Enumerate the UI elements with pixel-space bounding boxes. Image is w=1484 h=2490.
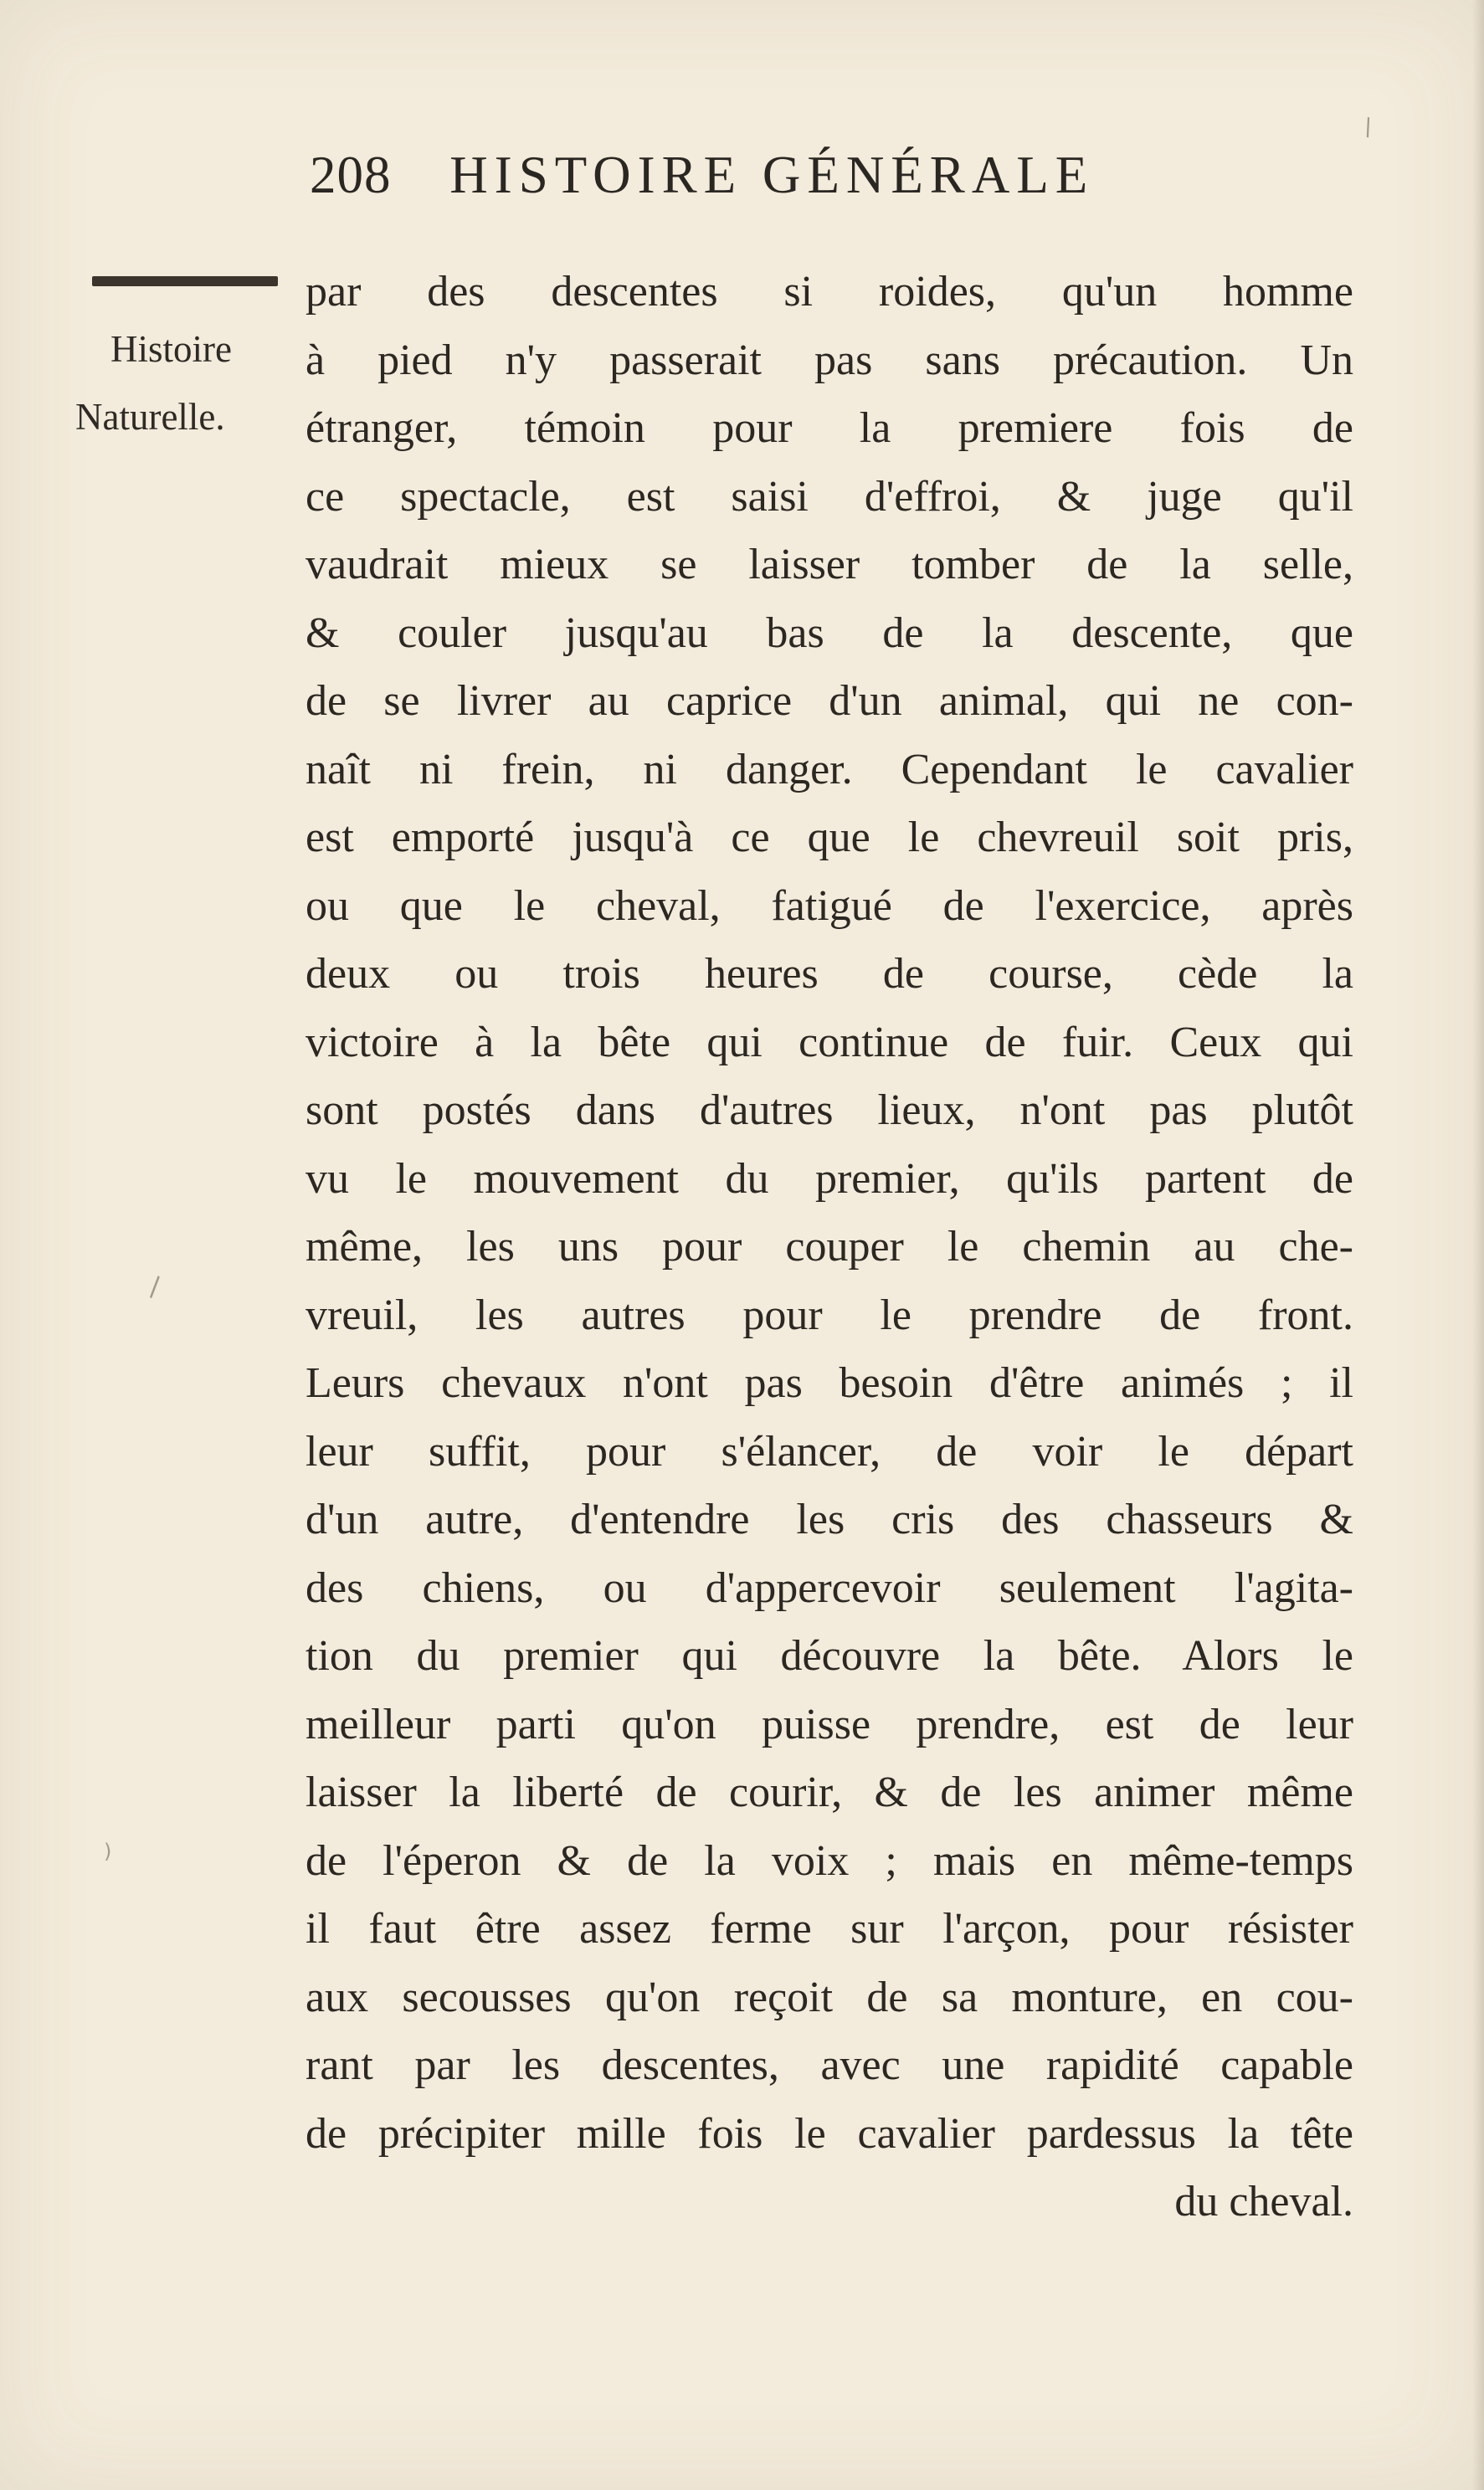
running-title: HISTOIRE GÉNÉRALE <box>449 146 1095 204</box>
text-line: étranger, témoin pour la premiere fois de <box>306 404 1353 452</box>
text-line: deux ou trois heures de course, cède la <box>306 950 1353 998</box>
text-line: leur suffit, pour s'élancer, de voir le départ <box>306 1427 1353 1476</box>
text-line: de se livrer au caprice d'un animal, qui ne con- <box>306 677 1353 725</box>
page-header <box>310 146 1230 233</box>
text-line: de l'éperon & de la voix ; mais en même-temps <box>306 1836 1353 1885</box>
text-line: par des descentes si roides, qu'un homme <box>306 268 1353 316</box>
margin-note-line-1: Histoire <box>110 328 232 370</box>
text-line: il faut être assez ferme sur l'arçon, pour résister <box>306 1905 1353 1953</box>
text-line: est emporté jusqu'à ce que le chevreuil soit pris, <box>306 814 1353 861</box>
text-line: Leurs chevaux n'ont pas besoin d'être animés ; il <box>306 1359 1353 1407</box>
stray-mark: \ <box>141 1271 169 1302</box>
margin-rule <box>92 276 278 286</box>
margin-note-line-2: Naturelle. <box>75 396 225 438</box>
text-line: vreuil, les autres pour le prendre de front. <box>306 1291 1353 1339</box>
text-line: des chiens, ou d'appercevoir seulement l'agita- <box>306 1563 1353 1612</box>
text-line: rant par les descentes, avec une rapidité capable <box>306 2041 1353 2089</box>
text-line: à pied n'y passerait pas sans précaution. Un <box>306 336 1353 384</box>
text-line: vaudrait mieux se laisser tomber de la selle, <box>306 541 1353 588</box>
page-edge-shadow <box>1472 0 1484 2490</box>
text-line: meilleur parti qu'on puisse prendre, est de leur <box>306 1700 1353 1748</box>
text-line: & couler jusqu'au bas de la descente, que <box>306 608 1353 657</box>
text-line: ce spectacle, est saisi d'effroi, & juge qu'il <box>306 472 1353 521</box>
text-line: naît ni frein, ni danger. Cependant le cavalier <box>306 745 1353 793</box>
text-line: même, les uns pour couper le chemin au che- <box>306 1223 1353 1271</box>
body-text <box>306 258 1353 2236</box>
text-line: victoire à la bête qui continue de fuir. Ceux qui <box>306 1018 1353 1066</box>
text-line: laisser la liberté de courir, & de les animer même <box>306 1769 1353 1816</box>
margin-note <box>75 316 285 451</box>
page-number: 208 <box>310 146 392 204</box>
stray-mark: \ <box>1359 112 1377 141</box>
text-line: aux secousses qu'on reçoit de sa monture, en cou- <box>306 1973 1353 2021</box>
text-line: vu le mouvement du premier, qu'ils partent de <box>306 1154 1353 1203</box>
text-line: de précipiter mille fois le cavalier pardessus la tête <box>306 2109 1353 2158</box>
stray-mark: ) <box>104 1840 112 1863</box>
text-line-last: du cheval. <box>1174 2178 1353 2226</box>
text-line: tion du premier qui découvre la bête. Alors le <box>306 1632 1353 1680</box>
text-line: ou que le cheval, fatigué de l'exercice, après <box>306 881 1353 930</box>
text-line: sont postés dans d'autres lieux, n'ont pas plutôt <box>306 1086 1353 1134</box>
text-line: d'un autre, d'entendre les cris des chasseurs & <box>306 1496 1353 1543</box>
